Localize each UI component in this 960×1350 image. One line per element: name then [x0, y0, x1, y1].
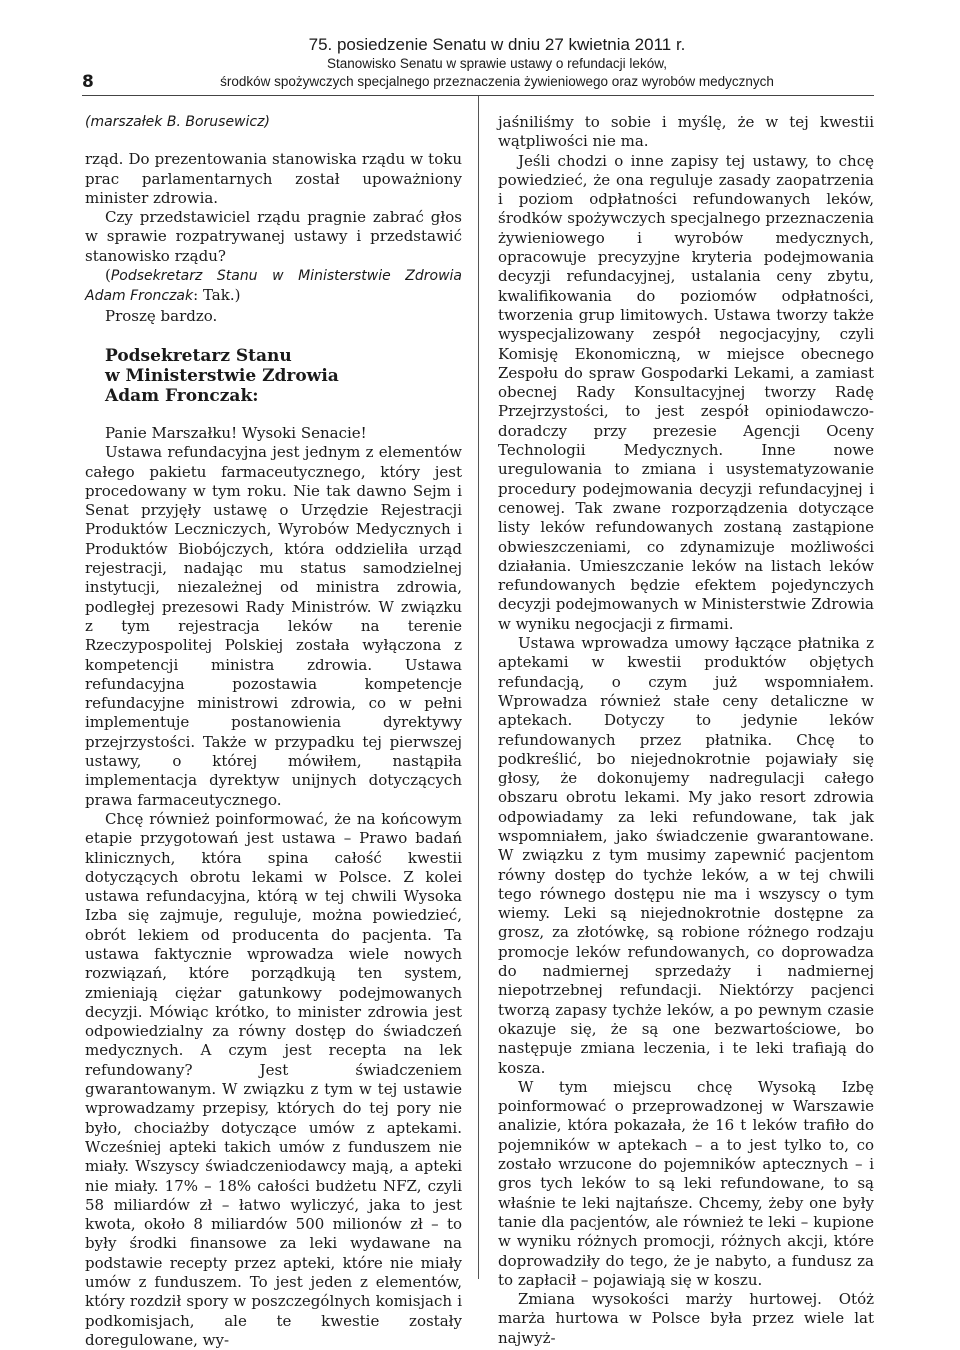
paragraph: Jeśli chodzi o inne zapisy tej ustawy, to chcę powiedzieć, że ona reguluje zasady zaopatrzenia i poziom odpłatności refundowanych leków, środków spożywczych specjalnego przeznaczenia żywieniowego i wyrobów medycznych, opracowuje precyzyjne kryteria podejmowania decyzji refundacyjnej, ustalania ceny zbytu, kwalifikowania do poziomów odpłatności, tworzenia grup limitowych. Ustawa tworzy także wyspecjalizowany zespół negocjacyjny, czyli Komisję Ekonomiczną, w miejsce obecnego Zespołu do spraw Gospodarki Lekami, a zamiast obecnej Rady Konsultacyjnej tworzy Radę Przejrzystości, to jest zespół opiniodawczo-doradczy przy prezesie Agencji Oceny Technologii Medycznych. Inne nowe uregulowania to zmiana i usystematyzowanie procedury podejmowania decyzji refundacyjnej i cenowej. Tak zwane rozporządzenia dotyczące listy leków refundowanych zostaną zastąpione obwieszczeniami, co zdynamizuje możliwości działania. Umieszczanie leków na listach leków refundowanych będzie efektem pojedynczych decyzji podejmowanych w Ministerstwie Zdrowia w wyniku negocjacji z firmami.: [498, 151, 874, 633]
stage-direction-speaker: Podsekretarz Stanu w Ministerstwie Zdrowia Adam Fronczak: [85, 268, 462, 305]
speaker-heading-line: Podsekretarz Stanu: [105, 345, 292, 366]
paragraph: jaśniliśmy to sobie i myślę, że w tej kwestii wątpliwości nie ma.: [498, 113, 874, 151]
session-subtitle-line1: Stanowisko Senatu w sprawie ustawy o refundacji leków,: [327, 56, 667, 71]
page-number: 8: [82, 72, 94, 92]
paragraph: Ustawa refundacyjna jest jednym z elementów całego pakietu farmaceutycznego, który jest procedowany w tym roku. Nie tak dawno Sejm i Senat przyjęły ustawę o Urzędzie Rejestracji Produktów Leczniczych, Wyrobów Medycznych i Produktów Biobójczych, która oddzieliła urząd rejestracji, nadając mu status samodzielnej instytucji, niezależnej od ministra zdrowia, podległej prezesowi Rady Ministrów. W związku z tym rejestracja leków na terenie Rzeczypospolitej Polskiej została wyłączona z kompetencji ministra zdrowia. Ustawa refundacyjna pozostawia kompetencje refundacyjne ministrowi zdrowia, co w pełni implementuje postanowienia dyrektywy przejrzystości. Także w przypadku tej pierwszej ustawy, o której mówiłem, nastąpiła implementacja dyrektyw unijnych dotyczących prawa farmaceutycznego.: [85, 443, 462, 809]
running-header: [122, 34, 872, 91]
paragraph: W tym miejscu chcę Wysoką Izbę poinformować o przeprowadzonej w Warszawie analizie, która pokazała, że 16 t leków trafiło do pojemników w aptekach – a to jest tylko to, co zostało wrzucone do pojemników aptecznych – i gros tych leków to są leki refundowane, to są właśnie te leki najtańsze. Chcemy, żeby one były tanie dla pacjentów, ale również te leki – kupione w wyniku różnych promocji, różnych akcji, które doprowadziły do tego, że je nabyto, a fundusz za to zapłacił – pojawiają się w koszu.: [498, 1077, 874, 1289]
paragraph: Zmiana wysokości marży hurtowej. Otóż marża hurtowa w Polsce była przez wiele lat najwyż-: [498, 1290, 874, 1347]
paragraph: rząd. Do prezentowania stanowiska rządu w toku prac parlamentarnych został upoważniony minister zdrowia.: [85, 150, 462, 207]
right-column: [498, 113, 874, 1348]
speaker-reference: (marszałek B. Borusewicz): [85, 114, 270, 130]
speaker-heading: [105, 346, 462, 406]
paragraph: Panie Marszałku! Wysoki Senacie!: [105, 423, 367, 442]
column-divider: [478, 96, 479, 1279]
stage-direction: (Podsekretarz Stanu w Ministerstwie Zdrowia Adam Fronczak: Tak.): [85, 266, 462, 305]
paragraph: Czy przedstawiciel rządu pragnie zabrać głos w sprawie rozpatrywanej ustawy i przedstawić stanowisko rządu?: [85, 208, 462, 265]
paragraph: Chcę również poinformować, że na końcowym etapie przygotowań jest ustawa – Prawo badań klinicznych, która spina całość kwestii dotyczących obrotu lekami w Polsce. Z kolei ustawa refundacyjna, którą w tej chwili Wysoka Izba się zajmuje, reguluje, można powiedzieć, obrót lekiem od producenta do pacjenta. Ta ustawa faktycznie wprowadza wiele nowych rozwiązań, które porządkują ten system, zmieniają ciężar gatunkowy podejmowanych decyzji. Mówiąc krótko, to minister zdrowia jest odpowiedzialny za równy dostęp do świadczeń medycznych. A czym jest recepta na lek refundowany? Jest świadczeniem gwarantowanym. W związku z tym w tej ustawie wprowadzamy przepisy, których do tej pory nie było, chociażby dotyczące umów z aptekami. Wcześniej apteki takich umów z funduszem nie miały. Wszyscy świadczeniodawcy mają, a apteki nie miały. 17% – 18% całości budżetu NFZ, czyli 58 miliardów zł – łatwo wyliczyć, jaka to jest kwota, około 8 miliardów 500 milionów zł – to były środki finansowe za leki wydawane na podstawie recepty przez apteki, które nie miały umów z funduszem. To jest jeden z elementów, który rozdził spory w poszczególnych komisjach i podkomisjach, ale te kwestie zostały doregulowane, wy-: [85, 809, 462, 1349]
left-column: [85, 113, 462, 1350]
paragraph: Proszę bardzo.: [105, 306, 218, 325]
page-header: [82, 34, 872, 92]
session-subtitle-line2: środków spożywczych specjalnego przeznaczenia żywieniowego oraz wyrobów medycznych: [220, 74, 774, 89]
paragraph: Ustawa wprowadza umowy łączące płatnika z aptekami w kwestii produktów objętych refundacją, o czym już wspomniałem. Wprowadza również stałe ceny detaliczne w aptekach. Dotyczy to jedynie leków refundowanych przez płatnika. Chcę to podkreślić, bo niejednokrotnie pojawiały się głosy, że dokonujemy nadregulacji całego obszaru obrotu lekami. My jako resort zdrowia odpowiadamy za leki refundowane, tak jak wspomniałem, jako świadczenie gwarantowane. W związku z tym musimy zapewnić pacjentom równy dostęp do tychże leków, a w tej chwili tego równego dostępu nie ma i wszyscy o tym wiemy. Leki są niejednokrotnie dostępne za grosz, za złotówkę, są robione różnego rodzaju promocje leków refundowanych, co doprowadza do nadmiernej sprzedaży i nadmiernej niepotrzebnej refundacji. Niektórzy pacjenci tworzą zapasy tychże leków, a po pewnym czasie okazuje się, że są one bezwartościowe, bo następuje zmiana leczenia, i te leki trafiają do kosza.: [498, 634, 874, 1077]
speaker-heading-line: Adam Fronczak:: [105, 385, 259, 406]
session-title: 75. posiedzenie Senatu w dniu 27 kwietnia 2011 r.: [308, 35, 686, 54]
speaker-heading-line: w Ministerstwie Zdrowia: [105, 365, 339, 386]
stage-direction-text: : Tak.): [193, 286, 241, 305]
